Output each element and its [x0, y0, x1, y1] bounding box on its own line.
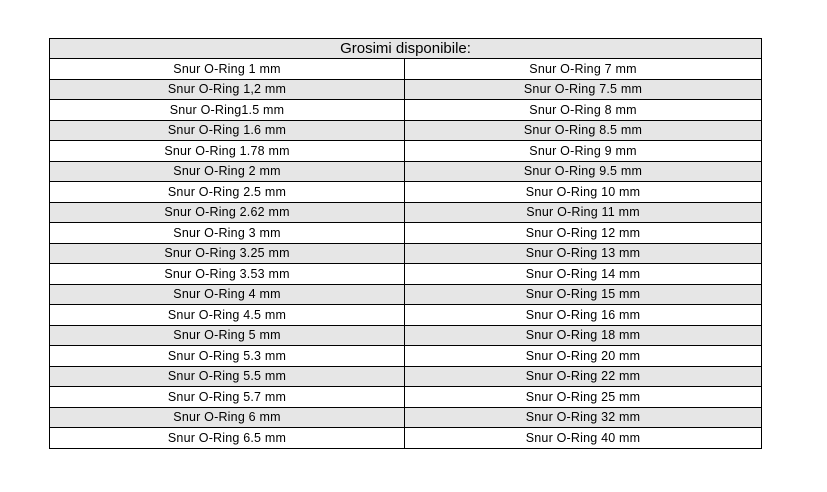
size-cell-right: Snur O-Ring 9 mm [405, 141, 762, 162]
table-row [50, 428, 762, 449]
table-row [50, 223, 762, 244]
table-title: Grosimi disponibile: [50, 39, 762, 59]
table-row [50, 387, 762, 408]
size-cell-left: Snur O-Ring 1.6 mm [50, 120, 405, 141]
table-row [50, 100, 762, 121]
size-cell-left: Snur O-Ring 3.25 mm [50, 243, 405, 264]
table-row [50, 59, 762, 80]
size-cell-right: Snur O-Ring 15 mm [405, 284, 762, 305]
size-cell-right: Snur O-Ring 16 mm [405, 305, 762, 326]
size-cell-right: Snur O-Ring 7 mm [405, 59, 762, 80]
size-cell-right: Snur O-Ring 20 mm [405, 346, 762, 367]
available-sizes-table [49, 38, 762, 449]
size-cell-left: Snur O-Ring 5.3 mm [50, 346, 405, 367]
table-row [50, 264, 762, 285]
size-cell-left: Snur O-Ring1.5 mm [50, 100, 405, 121]
size-cell-right: Snur O-Ring 13 mm [405, 243, 762, 264]
size-cell-right: Snur O-Ring 32 mm [405, 407, 762, 428]
size-cell-left: Snur O-Ring 5.5 mm [50, 366, 405, 387]
table-row [50, 407, 762, 428]
table-row [50, 182, 762, 203]
size-cell-right: Snur O-Ring 40 mm [405, 428, 762, 449]
size-cell-left: Snur O-Ring 5 mm [50, 325, 405, 346]
size-cell-right: Snur O-Ring 14 mm [405, 264, 762, 285]
size-cell-right: Snur O-Ring 25 mm [405, 387, 762, 408]
size-cell-right: Snur O-Ring 11 mm [405, 202, 762, 223]
table-row [50, 325, 762, 346]
table-row [50, 202, 762, 223]
size-cell-left: Snur O-Ring 1.78 mm [50, 141, 405, 162]
table-body [50, 59, 762, 449]
table-row [50, 79, 762, 100]
size-cell-left: Snur O-Ring 1,2 mm [50, 79, 405, 100]
size-cell-left: Snur O-Ring 2 mm [50, 161, 405, 182]
table-row [50, 366, 762, 387]
size-cell-left: Snur O-Ring 3 mm [50, 223, 405, 244]
size-cell-left: Snur O-Ring 6 mm [50, 407, 405, 428]
size-cell-right: Snur O-Ring 8.5 mm [405, 120, 762, 141]
size-cell-left: Snur O-Ring 4 mm [50, 284, 405, 305]
size-cell-right: Snur O-Ring 9.5 mm [405, 161, 762, 182]
size-cell-left: Snur O-Ring 6.5 mm [50, 428, 405, 449]
sizes-table-container [49, 38, 761, 449]
size-cell-left: Snur O-Ring 1 mm [50, 59, 405, 80]
table-row [50, 305, 762, 326]
size-cell-left: Snur O-Ring 4.5 mm [50, 305, 405, 326]
table-row [50, 141, 762, 162]
size-cell-right: Snur O-Ring 8 mm [405, 100, 762, 121]
table-row [50, 161, 762, 182]
size-cell-left: Snur O-Ring 2.62 mm [50, 202, 405, 223]
size-cell-right: Snur O-Ring 12 mm [405, 223, 762, 244]
size-cell-left: Snur O-Ring 3.53 mm [50, 264, 405, 285]
size-cell-left: Snur O-Ring 5.7 mm [50, 387, 405, 408]
table-row [50, 243, 762, 264]
table-row [50, 346, 762, 367]
size-cell-right: Snur O-Ring 22 mm [405, 366, 762, 387]
size-cell-left: Snur O-Ring 2.5 mm [50, 182, 405, 203]
table-row [50, 120, 762, 141]
size-cell-right: Snur O-Ring 10 mm [405, 182, 762, 203]
size-cell-right: Snur O-Ring 18 mm [405, 325, 762, 346]
size-cell-right: Snur O-Ring 7.5 mm [405, 79, 762, 100]
table-row [50, 284, 762, 305]
table-header-row [50, 39, 762, 59]
